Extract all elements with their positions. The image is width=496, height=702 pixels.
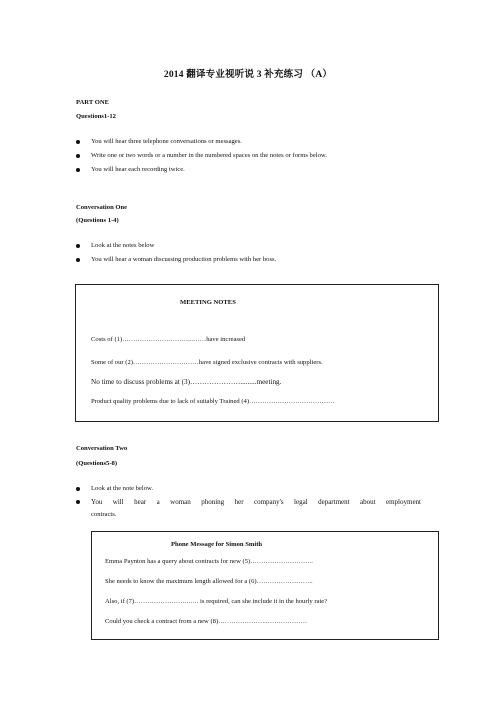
message-line-1: Emma Paynton has a query about contracts for new (5)………………………..	[105, 558, 313, 565]
bullet-dot-icon	[76, 258, 80, 262]
questions-range: Questions1-12	[76, 113, 116, 120]
meeting-notes-title: MEETING NOTES	[180, 299, 236, 306]
bullet-dot-icon	[76, 168, 80, 172]
message-line-3: Also, if (7)……………………..…. is required, can she include it in the hourly rate?	[105, 598, 328, 605]
phone-message-title: Phone Message for Simon Smith	[171, 541, 263, 548]
note-line-1: Costs of (1)…………………………...……have increased	[91, 336, 246, 343]
message-line-4: Could you check a contract from a new (8)…………………..………………	[105, 618, 308, 625]
bullet-dot-icon	[76, 154, 80, 158]
bullet-dot-icon	[76, 500, 80, 504]
conversation-one-range: (Questions 1-4)	[76, 217, 119, 224]
part-heading: PART ONE	[76, 99, 110, 106]
note-line-3: No time to discuss problems at (3)………………….........meeting.	[91, 378, 282, 386]
phone-message-box	[91, 531, 439, 640]
bullet-dot-icon	[76, 140, 80, 144]
document-page: 2014 翻译专业视听说 3 补充练习 （A） PART ONE Questions1-12 You will hear three telephone conversations or messages. Write one or two words or a number in the numbered spaces on the notes or forms below. You will hear each recording twice. Conversation One (Questions 1-4) Look at the notes below You will hear a woman discussing production problems with her boss. MEETING NOTES Costs of (1)…………………………...……have increased Some of our (2)…………………………have signed exclusive contracts with suppliers. No time to discuss problems at (3)………………….........meeting. Product quality problems due to lack of suitably Trained (4)………………………………… Conversation Two (Questions5-8) Look at the note below. You will hear a woman phoning her company's legal department about employment contracts. Phone Message for Simon Smith Emma Paynton has a query about contracts for new (5)……………………….. She needs to know the maximum length allowed for a (6)…………………….. Also, if (7)……………………..…. is required, can she include it in the hourly rate? Could you check a contract from a new (8)…………………..………………	[0, 0, 496, 702]
conversation-two-range: (Questions5-8)	[76, 460, 118, 467]
note-line-4: Product quality problems due to lack of suitably Trained (4)…………………………………	[91, 398, 335, 405]
message-line-2: She needs to know the maximum length allowed for a (6)……………………..	[105, 578, 313, 585]
document-title: 2014 翻译专业视听说 3 补充练习 （A）	[163, 70, 333, 80]
note-line-2: Some of our (2)…………………………have signed exclusive contracts with suppliers.	[91, 359, 323, 366]
bullet-dot-icon	[76, 487, 80, 491]
conversation-one-heading: Conversation One	[76, 204, 128, 211]
conv2-bullet-2-line-2: contracts.	[91, 511, 117, 518]
meeting-notes-box	[75, 284, 439, 422]
conversation-two-heading: Conversation Two	[76, 445, 128, 452]
conv2-bullet-2-line-1: You will hear a woman phoning her company's legal department about employment	[91, 498, 421, 506]
bullet-dot-icon	[76, 244, 80, 248]
